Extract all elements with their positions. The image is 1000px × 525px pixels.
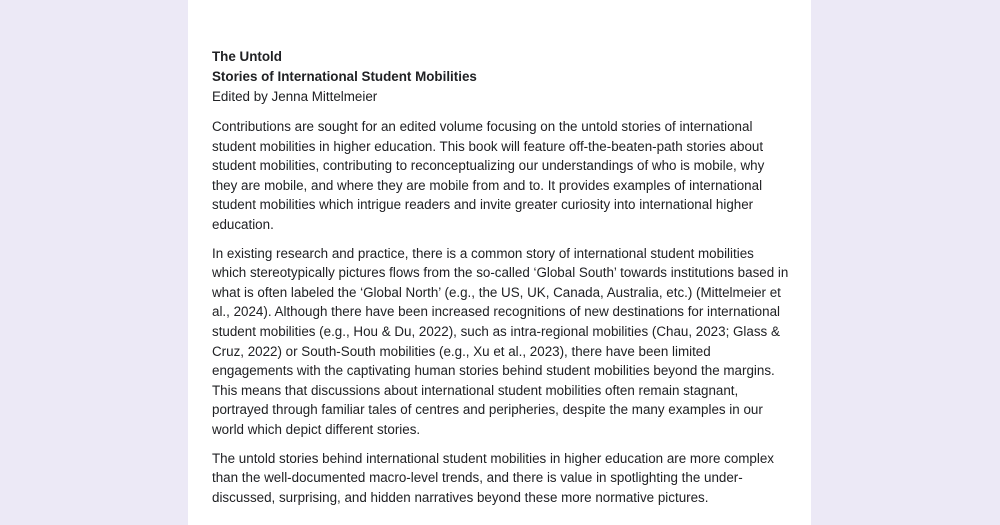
document-editor: Edited by Jenna Mittelmeier bbox=[212, 89, 378, 104]
document-title: The Untold bbox=[212, 49, 282, 64]
document-subtitle: Stories of International Student Mobilities bbox=[212, 69, 477, 84]
paragraph-rationale: The untold stories behind international student mobilities in higher education are more complex than the well-documented macro-level trends, and there is value in spotlighting the under-discussed, surprising, and hidden narratives beyond these more normative pictures. bbox=[212, 450, 774, 505]
document-page bbox=[188, 0, 811, 525]
paragraph-context: In existing research and practice, there is a common story of international student mobilities which stereotypically pictures flows from the so-called ‘Global South’ towards institutions based in what is often labeled the ‘Global North’ (e.g., the US, UK, Canada, Australia, etc.) (Mittelmeier et al., 2024). Although there have been increased recognitions of new destinations for international student mobilities (e.g., Hou & Du, 2022), such as intra-regional mobilities (Chau, 2023; Glass & Cruz, 2022) or South-South mobilities (e.g., Xu et al., 2023), there have been limited engagements with the captivating human stories behind student mobilities beyond the margins. This means that discussions about international student mobilities often remain stagnant, portrayed through familiar tales of centres and peripheries, despite the many examples in our world which depict different stories. bbox=[212, 245, 789, 437]
paragraph-intro: Contributions are sought for an edited volume focusing on the untold stories of international student mobilities in higher education. This book will feature off-the-beaten-path stories about student mobilities, contributing to reconceptualizing our understandings of who is mobile, why they are mobile, and where they are mobile from and to. It provides examples of international student mobilities which intrigue readers and invite greater curiosity into international higher education. bbox=[212, 119, 765, 232]
